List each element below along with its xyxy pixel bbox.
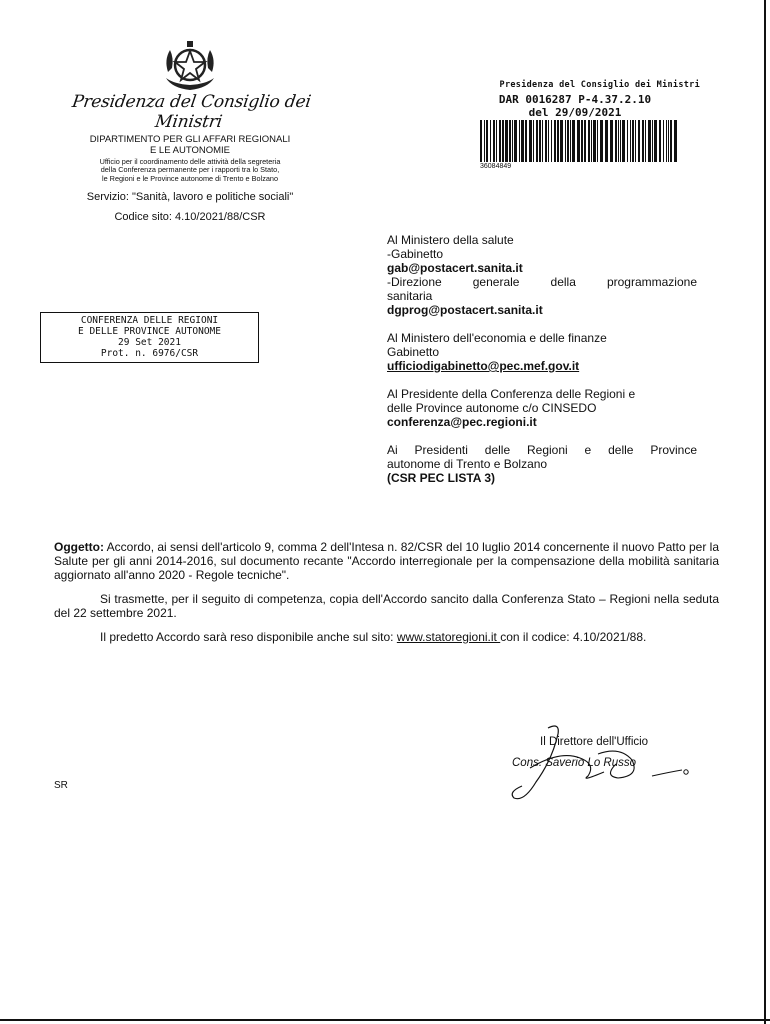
signature-name: Cons. Saverio Lo Russo	[512, 757, 637, 769]
signature-title: Il Direttore dell'Ufficio	[540, 736, 649, 748]
recipients-block	[387, 233, 697, 485]
recipient-4-line-2: autonome di Trento e Bolzano	[387, 457, 548, 471]
recipient-2-email[interactable]: ufficiodigabinetto@pec.mef.gov.it	[387, 359, 580, 373]
signature-block	[500, 720, 690, 820]
stamp-date: 29 Set 2021	[118, 337, 181, 348]
recipient-4-line-1: Ai Presidenti delle Regioni e delle Province	[387, 443, 697, 457]
protocol-block	[440, 80, 710, 119]
recipient-3-email[interactable]: conferenza@pec.regioni.it	[387, 415, 537, 429]
letter-body	[54, 540, 719, 654]
recipient-3-line-2: delle Province autonome c/o CINSEDO	[387, 401, 597, 415]
department-line-2: E LE AUTONOMIE	[149, 145, 231, 156]
site-code: Codice sito: 4.10/2021/88/CSR	[114, 211, 266, 224]
presidency-script-title: Presidenza del Consiglio dei Ministri	[70, 92, 313, 132]
office-line-2: della Conferenza permanente per i rapporti tra lo Stato,	[100, 165, 280, 175]
recipient-1-line-1: Al Ministero della salute	[387, 233, 514, 247]
stamp-line-2: E DELLE PROVINCE AUTONOME	[78, 326, 221, 337]
recipient-1-line-2: -Gabinetto	[387, 247, 444, 261]
subject-paragraph	[54, 540, 719, 582]
recipient-3-line-1: Al Presidente della Conferenza delle Regioni e	[387, 387, 636, 401]
scan-edge-right	[764, 0, 766, 1024]
reception-stamp	[40, 312, 259, 363]
handwritten-signature-icon	[500, 720, 690, 820]
recipient-1-line-3: -Direzione generale della programmazione	[387, 275, 697, 289]
website-link[interactable]: www.statoregioni.it	[396, 630, 501, 644]
recipient-2-line-2: Gabinetto	[387, 345, 440, 359]
department-line-1: DIPARTIMENTO PER GLI AFFARI REGIONALI	[89, 134, 291, 145]
author-initials: SR	[54, 780, 68, 791]
subject-text: Accordo, ai sensi dell'articolo 9, comma 2 dell'Intesa n. 82/CSR del 10 luglio 2014 concernente il nuovo Patto per la Salute per gli anni 2014-2016, sul documento recante "Accordo interregionale per la compensazione della mobilità sanitaria aggiornato all'anno 2020 - Regole tecniche".	[54, 540, 719, 582]
paragraph-2-after: con il codice: 4.10/2021/88.	[500, 630, 647, 644]
republic-emblem-icon	[160, 38, 220, 93]
barcode-number: 36084849	[480, 163, 512, 170]
paragraph-2-before: Il predetto Accordo sarà reso disponibile anche sul sito:	[100, 630, 397, 644]
scan-edge-bottom	[0, 1019, 770, 1021]
stamp-protocol: Prot. n. 6976/CSR	[100, 348, 199, 359]
protocol-date: del 29/09/2021	[528, 106, 622, 119]
recipient-4-list: (CSR PEC LISTA 3)	[387, 471, 496, 485]
recipient-1-line-4: sanitaria	[387, 289, 433, 303]
office-line-3: le Regioni e le Province autonome di Trento e Bolzano	[101, 173, 279, 183]
protocol-issuer: Presidenza del Consiglio dei Ministri	[499, 80, 700, 90]
recipient-1-email-1[interactable]: gab@postacert.sanita.it	[387, 261, 523, 275]
recipient-1-email-2[interactable]: dgprog@postacert.sanita.it	[387, 303, 543, 317]
service-label: Servizio: "Sanità, lavoro e politiche sociali"	[86, 191, 294, 204]
subject-label: Oggetto:	[54, 540, 104, 554]
barcode-icon	[480, 120, 680, 162]
recipient-2-line-1: Al Ministero dell'economia e delle finanze	[387, 331, 607, 345]
body-paragraph-1: Si trasmette, per il seguito di competenza, copia dell'Accordo sancito dalla Conferenza Stato – Regioni nella seduta del 22 settembre 2021.	[54, 592, 719, 620]
stamp-line-1: CONFERENZA DELLE REGIONI	[80, 315, 219, 326]
letterhead	[40, 92, 340, 223]
body-paragraph-2	[54, 630, 719, 644]
protocol-number: DAR 0016287 P-4.37.2.10	[498, 93, 652, 106]
office-line-1: Ufficio per il coordinamento delle attività della segreteria	[99, 157, 281, 166]
